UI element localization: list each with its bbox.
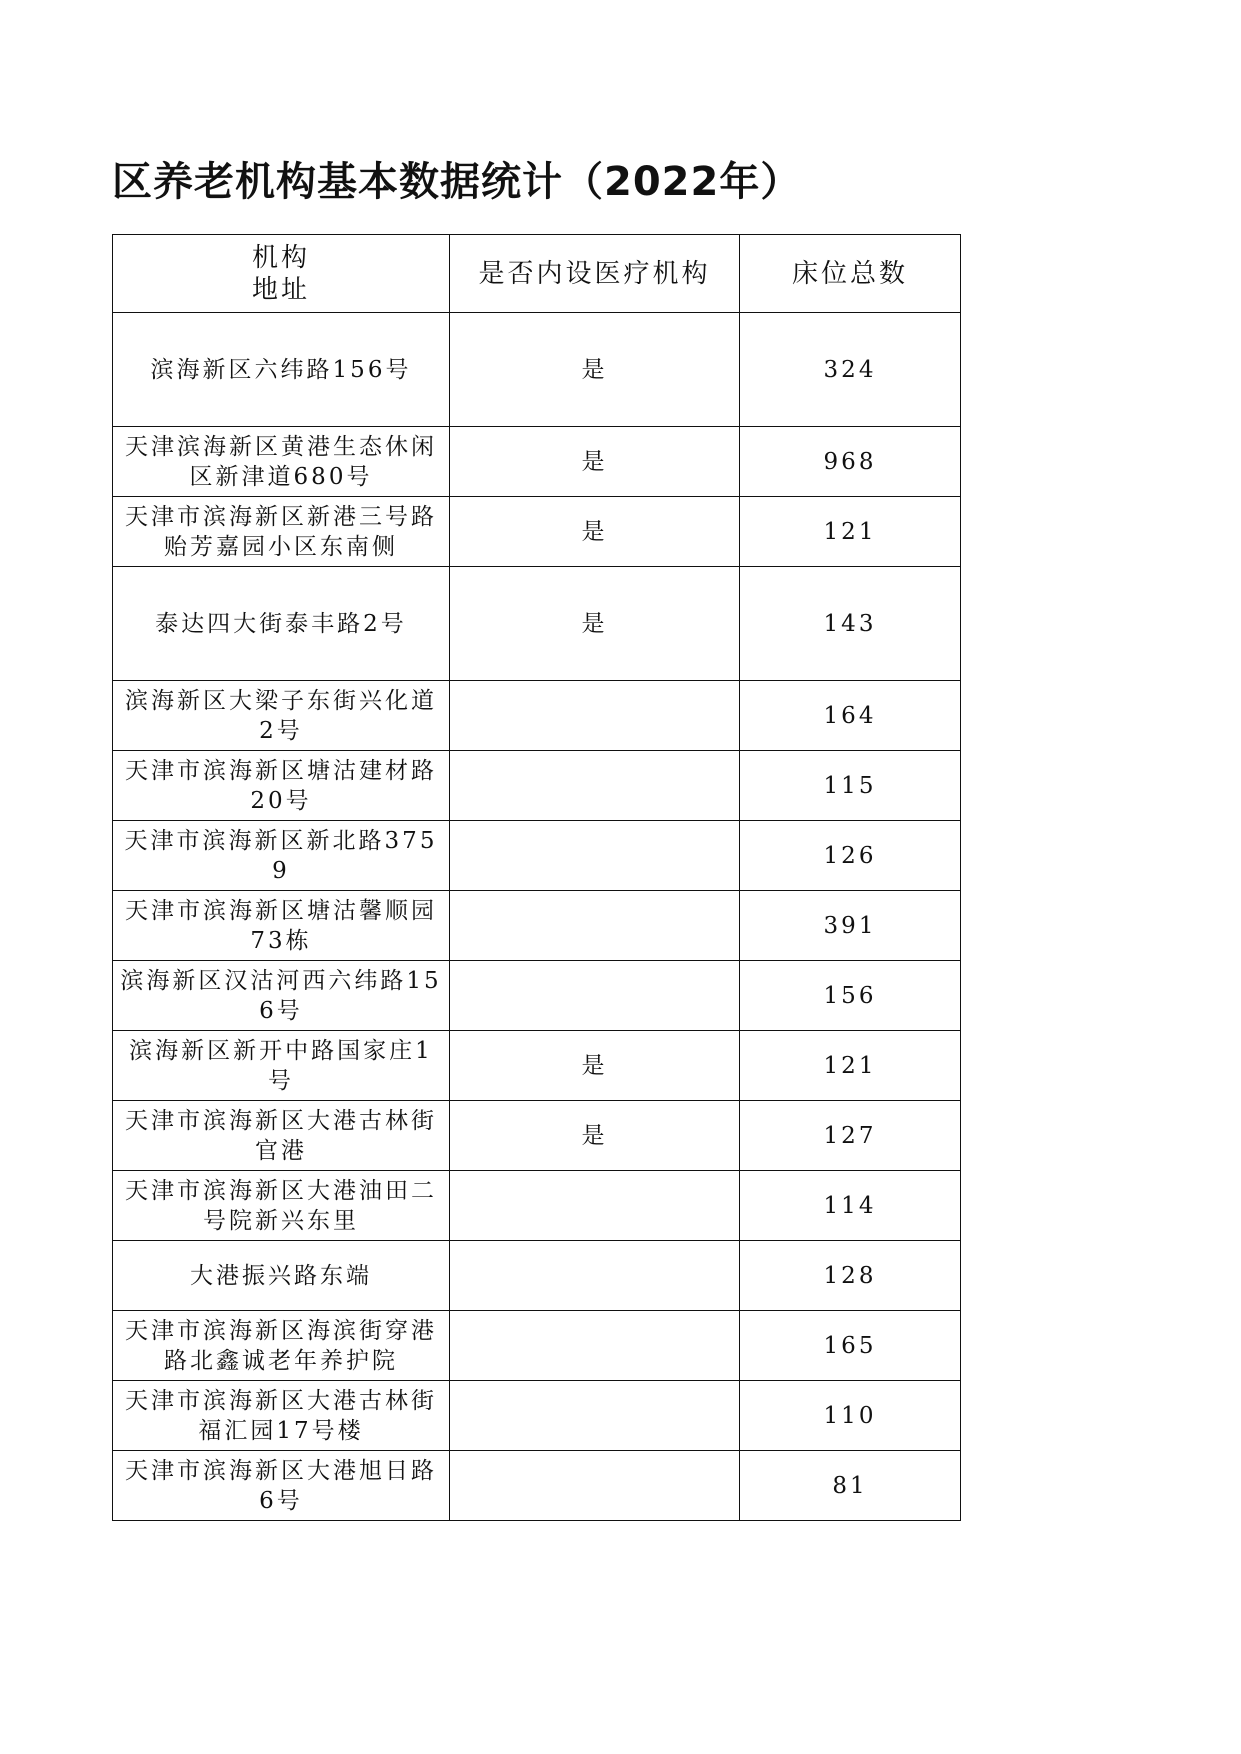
column-header-address: [113, 235, 450, 313]
beds-cell: 127: [740, 1101, 961, 1171]
column-header-beds: 床位总数: [740, 235, 961, 313]
beds-cell: 164: [740, 681, 961, 751]
table-row: [113, 567, 961, 681]
table-row: [113, 1171, 961, 1241]
medical-cell: 是: [450, 1031, 740, 1101]
elderly-care-institutions-table: [112, 234, 961, 1521]
table-row: [113, 961, 961, 1031]
address-cell: 天津市滨海新区大港古林街官港: [113, 1101, 450, 1171]
beds-cell: 968: [740, 427, 961, 497]
beds-cell: 81: [740, 1451, 961, 1521]
address-cell: 天津滨海新区黄港生态休闲区新津道680号: [113, 427, 450, 497]
table-row: [113, 891, 961, 961]
beds-cell: 115: [740, 751, 961, 821]
beds-cell: 114: [740, 1171, 961, 1241]
medical-cell: [450, 961, 740, 1031]
medical-cell: [450, 681, 740, 751]
table-row: [113, 681, 961, 751]
address-cell: 天津市滨海新区新北路3759: [113, 821, 450, 891]
address-cell: 滨海新区汉沽河西六纬路156号: [113, 961, 450, 1031]
beds-cell: 156: [740, 961, 961, 1031]
medical-cell: [450, 1311, 740, 1381]
beds-cell: 121: [740, 1031, 961, 1101]
medical-cell: [450, 891, 740, 961]
medical-cell: [450, 1451, 740, 1521]
table-row: [113, 497, 961, 567]
medical-cell: 是: [450, 313, 740, 427]
beds-cell: 143: [740, 567, 961, 681]
column-header-address-line2: 地址: [251, 274, 310, 305]
table-row: [113, 1451, 961, 1521]
address-cell: 天津市滨海新区大港旭日路6号: [113, 1451, 450, 1521]
table-row: [113, 313, 961, 427]
medical-cell: 是: [450, 1101, 740, 1171]
medical-cell: 是: [450, 427, 740, 497]
address-cell: 天津市滨海新区新港三号路贻芳嘉园小区东南侧: [113, 497, 450, 567]
medical-cell: [450, 821, 740, 891]
table-row: [113, 1101, 961, 1171]
address-cell: 天津市滨海新区海滨街穿港路北鑫诚老年养护院: [113, 1311, 450, 1381]
address-cell: 天津市滨海新区塘沽馨顺园73栋: [113, 891, 450, 961]
address-cell: 滨海新区大梁子东街兴化道2号: [113, 681, 450, 751]
medical-cell: [450, 1241, 740, 1311]
beds-cell: 128: [740, 1241, 961, 1311]
address-cell: 大港振兴路东端: [113, 1241, 450, 1311]
address-cell: 滨海新区六纬路156号: [113, 313, 450, 427]
medical-cell: [450, 1381, 740, 1451]
table-row: [113, 1381, 961, 1451]
page-title: 区养老机构基本数据统计（2022年）: [112, 159, 802, 205]
medical-cell: 是: [450, 497, 740, 567]
beds-cell: 126: [740, 821, 961, 891]
medical-cell: [450, 751, 740, 821]
address-cell: 滨海新区新开中路国家庄1号: [113, 1031, 450, 1101]
table-row: [113, 1031, 961, 1101]
medical-cell: 是: [450, 567, 740, 681]
column-header-medical: 是否内设医疗机构: [450, 235, 740, 313]
beds-cell: 110: [740, 1381, 961, 1451]
table-row: [113, 1241, 961, 1311]
beds-cell: 391: [740, 891, 961, 961]
address-cell: 天津市滨海新区大港古林街福汇园17号楼: [113, 1381, 450, 1451]
medical-cell: [450, 1171, 740, 1241]
column-header-address-line1: 机构: [251, 242, 310, 273]
address-cell: 天津市滨海新区塘沽建材路20号: [113, 751, 450, 821]
table-row: [113, 427, 961, 497]
beds-cell: 165: [740, 1311, 961, 1381]
table-row: [113, 821, 961, 891]
table-row: [113, 751, 961, 821]
address-cell: 天津市滨海新区大港油田二号院新兴东里: [113, 1171, 450, 1241]
table-row: [113, 1311, 961, 1381]
address-cell: 泰达四大街泰丰路2号: [113, 567, 450, 681]
beds-cell: 121: [740, 497, 961, 567]
table-header-row: [113, 235, 961, 313]
beds-cell: 324: [740, 313, 961, 427]
